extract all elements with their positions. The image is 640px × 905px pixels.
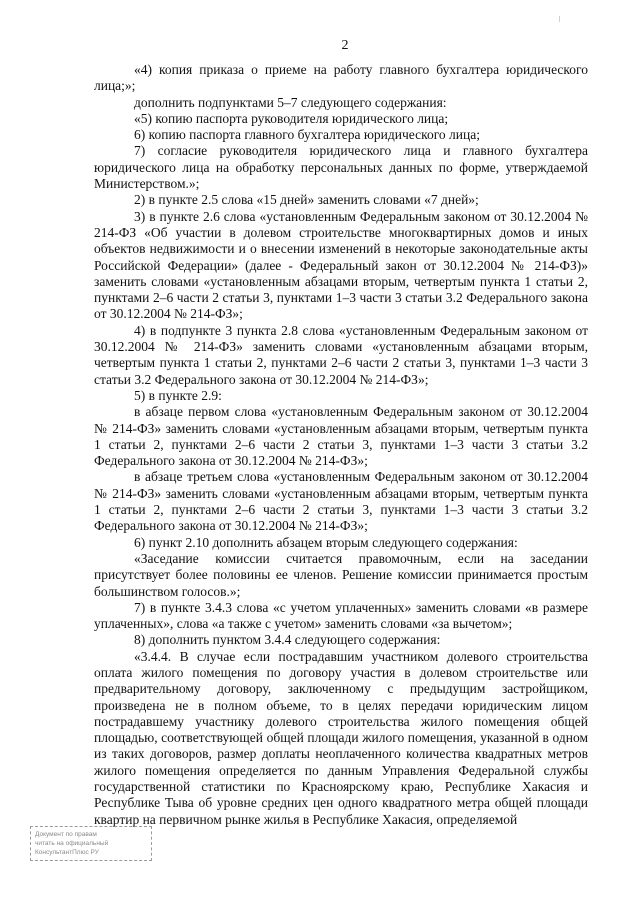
paragraph: 4) в подпункте 3 пункта 2.8 слова «установленным Федеральным законом от 30.12.2004 № 214-ФЗ» заменить словами «установленным абзацами вторым, четвертым пункта 1 статьи 2, пунктами 2–6 части 2 статьи 3, пунктами 1–3 части 3 статьи 3.2 Федерального закона от 30.12.2004 № 214-ФЗ»;	[94, 322, 588, 387]
document-body	[94, 62, 588, 828]
paragraph: «3.4.4. В случае если пострадавшим участником долевого строительства оплата жилого помещения по договору участия в долевом строительстве или предварительному договору, заключенному с предыдущим застройщиком, произведена не в полном объеме, то в целях передачи юридическим лицом пострадавшему участнику долевого строительства жилого помещения общей площадью, соответствующей общей площади жилого помещения, указанной в одном из таких договоров, размер доплаты неоплаченного количества квадратных метров жилого помещения определяется по данным Управления Федеральной службы государственной статистики по Красноярскому краю, Республике Хакасия и Республике Тыва об уровне средних цен одного квадратного метра общей площади квартир на первичном рынке жилья в Республике Хакасия, определяемой	[94, 648, 588, 827]
paragraph: 6) копию паспорта главного бухгалтера юридического лица;	[134, 127, 480, 143]
paragraph: 5) в пункте 2.9:	[134, 387, 222, 403]
paragraph: 7) согласие руководителя юридического лица и главного бухгалтера юридического лица на обработку персональных данных по форме, утверждаемой Министерством.»;	[94, 143, 588, 192]
watermark-stamp	[30, 826, 152, 861]
paragraph: в абзаце первом слова «установленным Федеральным законом от 30.12.2004 № 214-ФЗ» заменить словами «установленным абзацами вторым, четвертым пункта 1 статьи 2, пунктами 2–6 части 2 статьи 3, пунктами 1–3 части 3 статьи 3.2 Федерального закона от 30.12.2004 № 214-ФЗ»;	[94, 404, 588, 469]
paragraph: 6) пункт 2.10 дополнить абзацем вторым следующего содержания:	[134, 534, 518, 550]
scan-mark	[559, 16, 560, 22]
page-number: 2	[341, 38, 349, 53]
paragraph: «5) копию паспорта руководителя юридического лица;	[134, 110, 449, 126]
paragraph: «Заседание комиссии считается правомочным, если на заседании присутствует более половины ее членов. Решение комиссии принимается простым большинством голосов.»;	[94, 550, 588, 599]
paragraph: 8) дополнить пунктом 3.4.4 следующего содержания:	[134, 632, 441, 648]
stamp-line: КонсультантПлюс РУ	[35, 849, 99, 856]
paragraph: 2) в пункте 2.5 слова «15 дней» заменить словами «7 дней»;	[134, 192, 479, 208]
paragraph: 3) в пункте 2.6 слова «установленным Федеральным законом от 30.12.2004 № 214-ФЗ «Об участии в долевом строительстве многоквартирных домов и иных объектов недвижимости и о внесении изменений в некоторые законодательные акты Российской Федерации» (далее - Федеральный закон от 30.12.2004 № 214-ФЗ)» заменить словами «установленным абзацами вторым, четвертым пункта 1 статьи 2, пунктами 2–6 части 2 статьи 3, пунктами 1–3 части 3 статьи 3.2 Федерального закона от 30.12.2004 № 214-ФЗ»;	[94, 208, 588, 322]
paragraph: 7) в пункте 3.4.3 слова «с учетом уплаченных» заменить словами «в размере уплаченных», слова «а также с учетом» заменить словами «за вычетом»;	[94, 599, 588, 632]
paragraph: «4) копия приказа о приеме на работу главного бухгалтера юридического лица;»;	[94, 62, 588, 94]
paragraph: дополнить подпунктами 5–7 следующего содержания:	[134, 94, 447, 110]
stamp-line: Документ по правам	[35, 831, 97, 838]
paragraph: в абзаце третьем слова «установленным Федеральным законом от 30.12.2004 № 214-ФЗ» заменить словами «установленным абзацами вторым, четвертым пункта 1 статьи 2, пунктами 2–6 части 2 статьи 3, пунктами 1–3 части 3 статьи 3.2 Федерального закона от 30.12.2004 № 214-ФЗ»;	[94, 469, 588, 534]
stamp-line: читать на официальный	[35, 840, 109, 847]
